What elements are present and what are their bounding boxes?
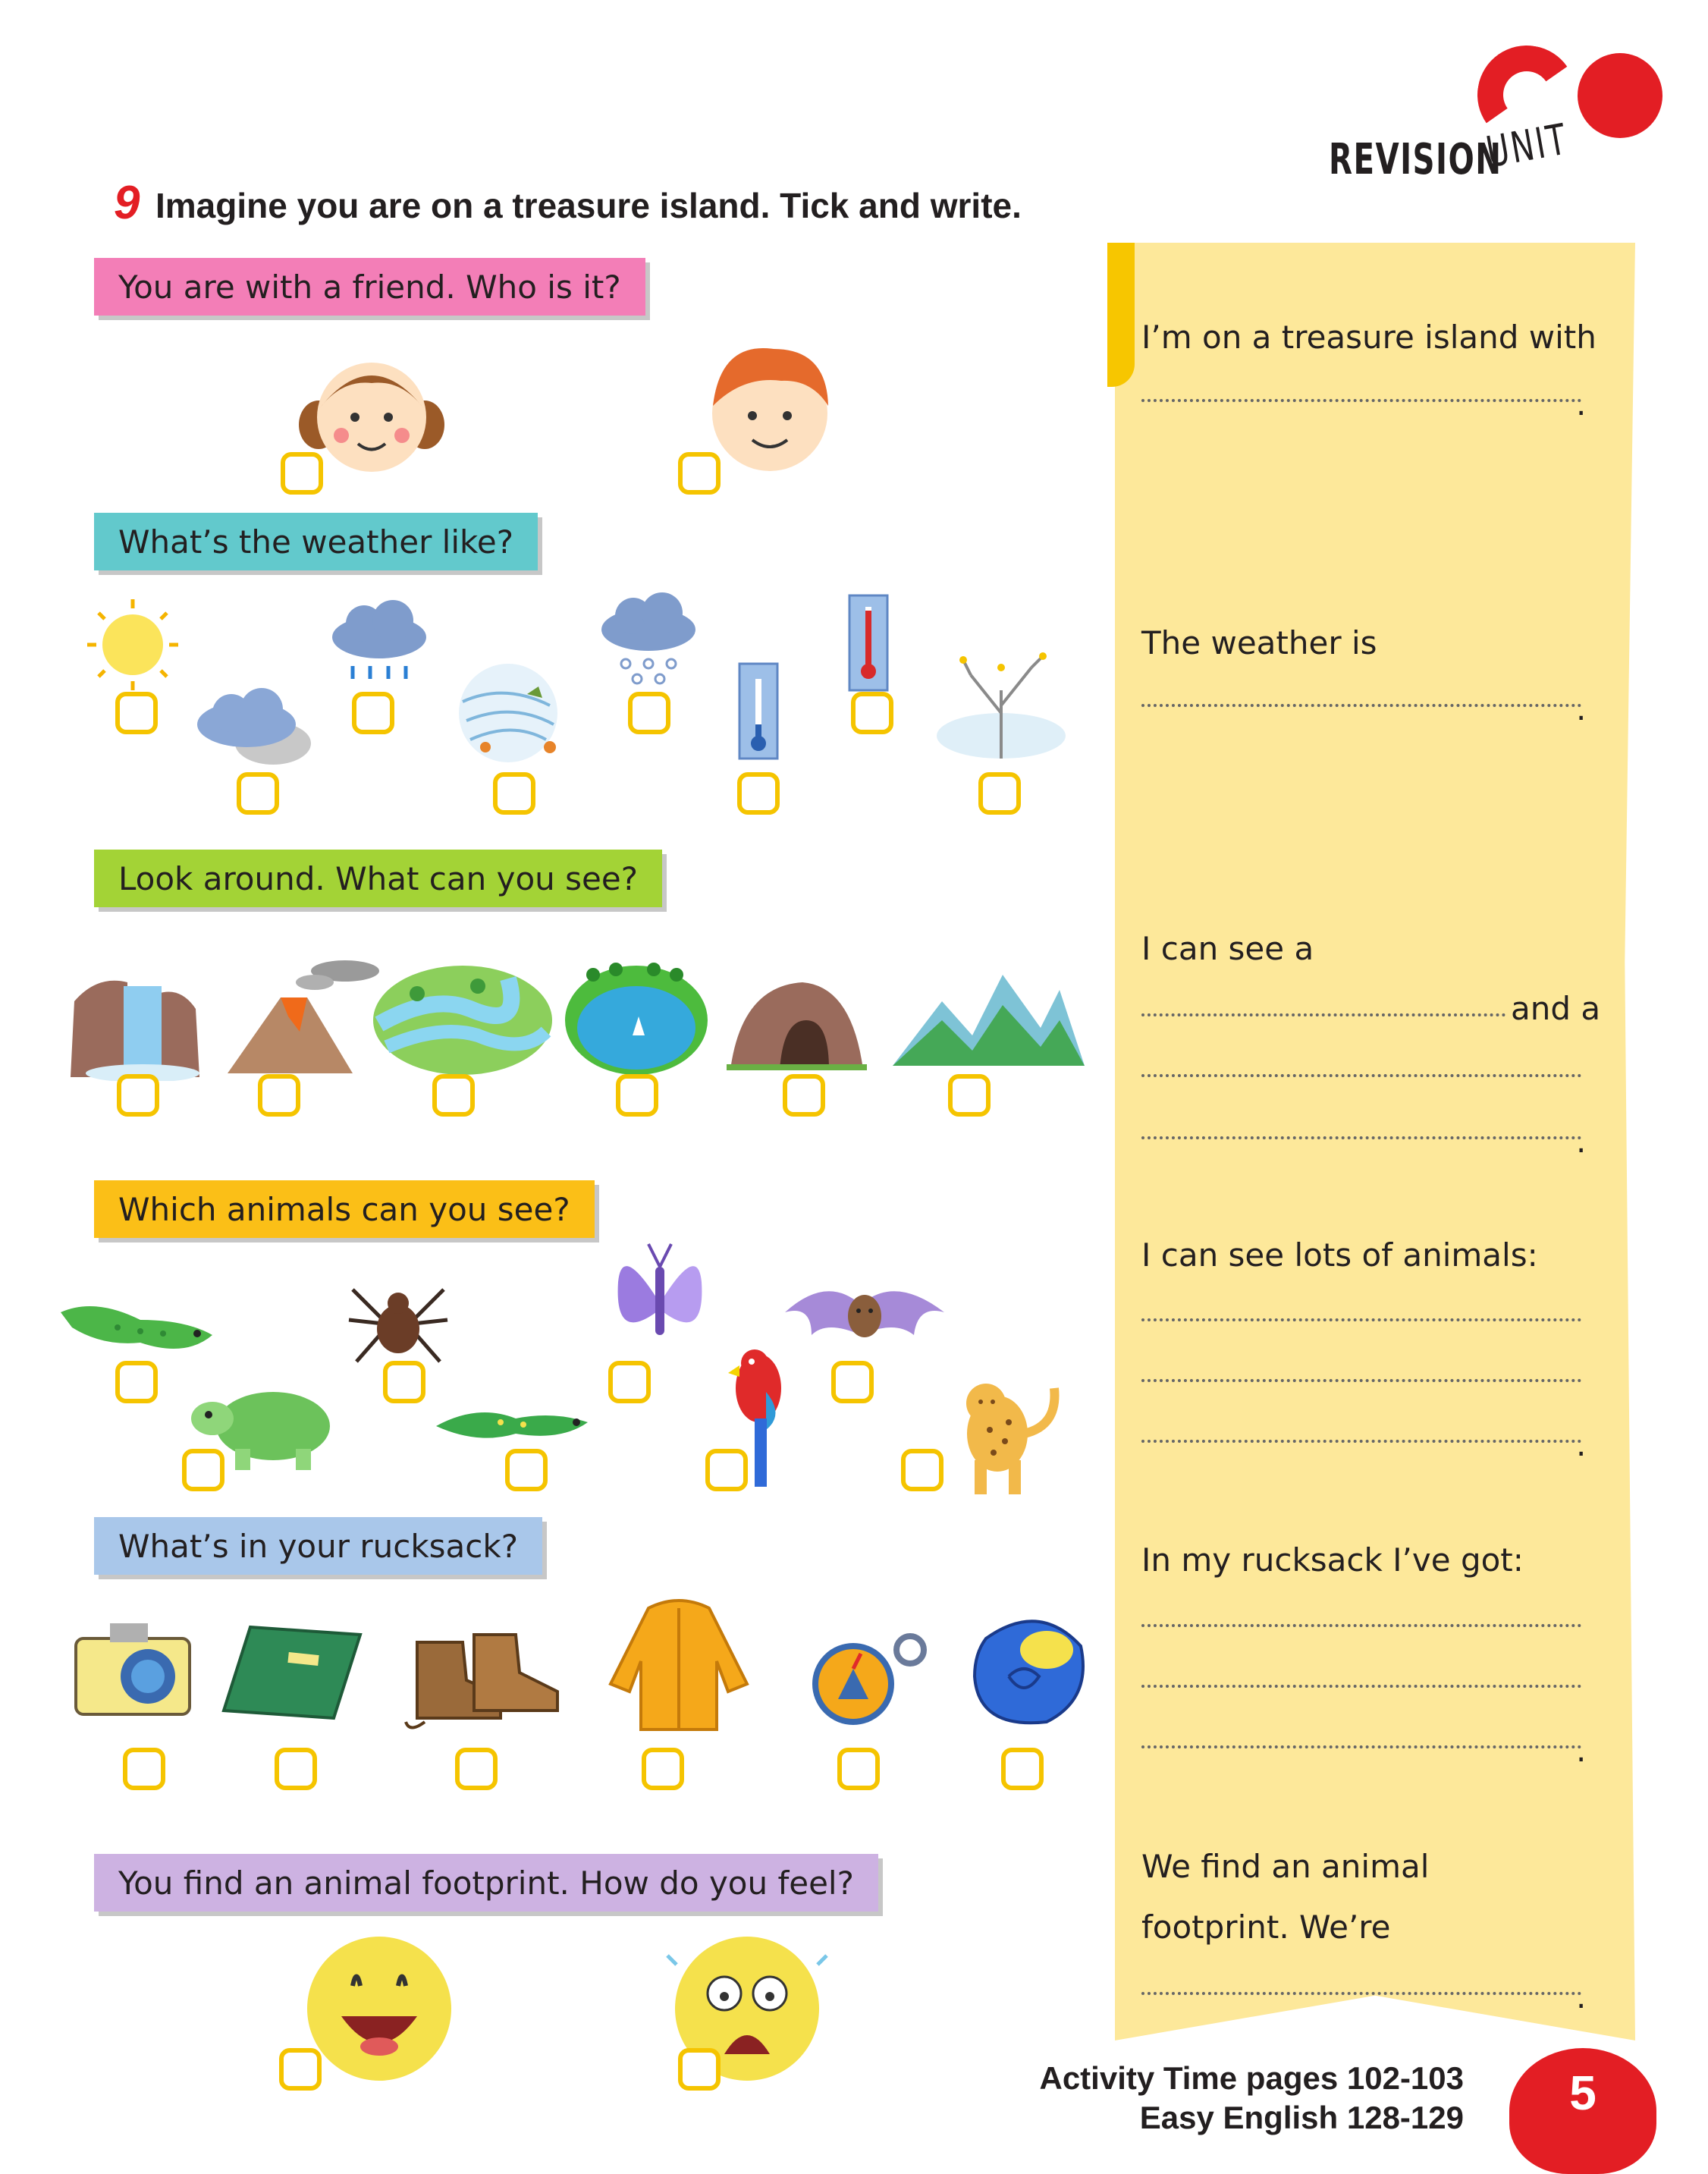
happy-face-icon [300,1933,459,2084]
revision-word: REVISION [1329,135,1502,184]
cave-icon [727,975,867,1073]
tick-box-cloudy[interactable] [237,772,279,815]
tick-box-camera[interactable] [123,1748,165,1790]
volcano-icon [224,956,383,1077]
hot-thermometer-icon [834,580,903,694]
tick-box-frozen[interactable] [978,772,1021,815]
scroll-fold-shape [1107,243,1135,387]
tick-box-lake[interactable] [616,1074,658,1117]
tick-box-spider[interactable] [383,1361,425,1403]
tick-box-jaguar[interactable] [901,1449,943,1491]
tick-box-boots[interactable] [455,1748,498,1790]
prompt-see-and: and a [1511,990,1601,1027]
tick-box-turtle[interactable] [182,1449,224,1491]
prompt-see: I can see a [1141,930,1314,967]
prompt-see-end: . [1576,1123,1587,1160]
sun-icon [80,599,186,690]
spider-icon [345,1274,451,1373]
tick-box-waterfall[interactable] [117,1074,159,1117]
windy-icon [451,660,565,766]
unit-word: UNIT [1483,115,1572,178]
cold-thermometer-icon [724,660,793,774]
tick-box-cold[interactable] [737,772,780,815]
notebook-icon [220,1620,364,1722]
section-label-footprint: You find an animal footprint. How do you feel? [94,1854,878,1912]
lake-icon [563,956,711,1077]
boots-icon [402,1627,565,1733]
tick-box-bat[interactable] [831,1361,874,1403]
sleeping-bag-icon [963,1608,1092,1729]
butterfly-icon [607,1236,713,1358]
prompt-feel-1: We find an animal [1141,1848,1430,1885]
prompt-weather-end: . [1576,690,1587,727]
tick-box-mountains[interactable] [948,1074,991,1117]
tick-box-raincoat[interactable] [642,1748,684,1790]
writing-scroll [1115,243,1635,2040]
prompt-animals-end: . [1576,1426,1587,1463]
tick-box-sleeping-bag[interactable] [1001,1748,1044,1790]
tick-box-sun[interactable] [115,692,158,734]
prompt-feel-end: . [1576,1978,1587,2015]
tick-box-butterfly[interactable] [608,1361,651,1403]
write-line-friend[interactable] [1141,394,1581,402]
mountains-icon [889,960,1086,1070]
write-line-see-2[interactable] [1141,1070,1581,1077]
section-label-animals: Which animals can you see? [94,1180,595,1238]
frozen-tree-icon [933,645,1069,766]
write-line-feel[interactable] [1141,1987,1581,1995]
exercise-instruction: Imagine you are on a treasure island. Tick and write. [155,186,1022,225]
write-line-animals-1[interactable] [1141,1314,1581,1321]
jaguar-icon [944,1373,1066,1498]
rain-icon [326,599,432,690]
raincoat-icon [603,1593,755,1733]
page-number: 5 [1569,2066,1597,2120]
footer-activity-time: Activity Time pages 102-103 [1039,2060,1464,2096]
write-line-rucksack-3[interactable] [1141,1741,1581,1748]
write-line-animals-2[interactable] [1141,1374,1581,1382]
section-label-look-around: Look around. What can you see? [94,850,662,907]
write-line-see-3[interactable] [1141,1132,1581,1139]
tick-box-iguana[interactable] [115,1361,158,1403]
logo-dot-shape [1578,53,1662,138]
river-icon [372,963,554,1077]
write-line-weather[interactable] [1141,699,1581,707]
section-label-weather: What’s the weather like? [94,513,538,570]
prompt-feel-2: footprint. We’re [1141,1909,1391,1946]
iguana-icon [57,1282,220,1365]
tick-box-snow[interactable] [628,692,670,734]
write-line-see-1[interactable] [1141,1009,1505,1016]
prompt-rucksack-end: . [1576,1732,1587,1769]
tick-box-hot[interactable] [851,692,893,734]
footer-easy-english: Easy English 128-129 [1139,2100,1464,2135]
tick-box-cave[interactable] [783,1074,825,1117]
section-label-friend: You are with a friend. Who is it? [94,258,645,316]
tick-box-scared[interactable] [678,2048,721,2091]
lizard-icon [432,1388,592,1456]
tick-box-compass[interactable] [837,1748,880,1790]
write-line-animals-3[interactable] [1141,1435,1581,1443]
tick-box-parrot[interactable] [705,1449,748,1491]
cloudy-icon [190,686,319,770]
exercise-number: 9 [114,177,140,229]
prompt-friend: I’m on a treasure island with [1141,319,1597,356]
prompt-rucksack: In my rucksack I’ve got: [1141,1541,1524,1579]
prompt-friend-end: . [1576,385,1587,423]
tick-box-lizard[interactable] [505,1449,548,1491]
page-number-badge [1509,2048,1656,2174]
tick-box-boy[interactable] [678,452,721,495]
tick-box-notebook[interactable] [275,1748,317,1790]
write-line-rucksack-2[interactable] [1141,1680,1581,1688]
camera-icon [68,1616,197,1722]
prompt-weather: The weather is [1141,624,1377,661]
write-line-rucksack-1[interactable] [1141,1620,1581,1627]
tick-box-happy[interactable] [279,2048,322,2091]
waterfall-icon [67,971,203,1081]
compass-icon [808,1631,929,1729]
prompt-animals: I can see lots of animals: [1141,1236,1538,1274]
snow-icon [595,592,702,690]
tick-box-windy[interactable] [493,772,535,815]
bat-icon [781,1274,948,1358]
boy-face-icon [698,334,842,478]
tick-box-rain[interactable] [352,692,394,734]
tick-box-river[interactable] [432,1074,475,1117]
tick-box-girl[interactable] [281,452,323,495]
tick-box-volcano[interactable] [258,1074,300,1117]
section-label-rucksack: What’s in your rucksack? [94,1517,542,1575]
